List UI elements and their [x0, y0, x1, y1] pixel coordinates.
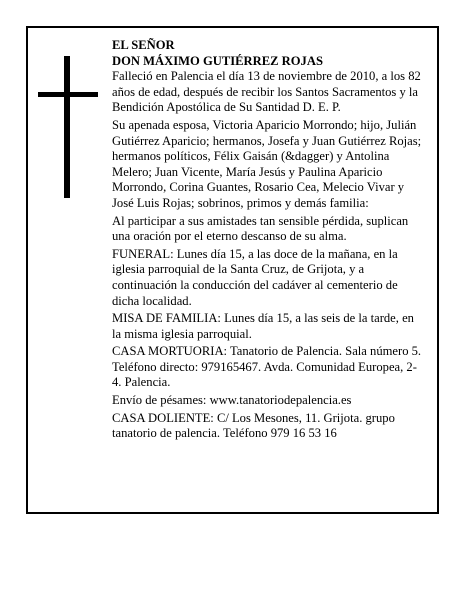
cross-vertical-bar: [64, 56, 70, 198]
condolences-info: Envío de pésames: www.tanatoriodepalencia.es: [112, 393, 352, 408]
mortuary-info: CASA MORTUORIA: Tanatorio de Palencia. Sala número 5. Teléfono directo: 979165467. Avda. Comunidad Europea, 2-4. Palencia.: [112, 344, 422, 390]
cross-icon: [38, 56, 98, 198]
family-home-info: CASA DOLIENTE: C/ Los Mesones, 11. Grijota. grupo tanatorio de palencia. Teléfono 979 16 53 16: [112, 410, 395, 441]
prayer-request: Al participar a sus amistades tan sensible pérdida, suplican una oración por el eterno descanso de su alma.: [112, 213, 409, 244]
family-list: Su apenada esposa, Victoria Aparicio Morrondo; hijo, Julián Gutiérrez Aparicio; hermanos, Josefa y Juan Gutiérrez Rojas; hermanos políticos, Félix Gaisán (&dagger) y Antolina Melero; Juan Vicente, María Jesús y Paulina Aparicio Morrondo, Corina Guantes, Rosario Cea, Melecio Vivar y José Luis Rojas; sobrinos, primos y demás familia:: [112, 117, 422, 210]
death-announcement: Falleció en Palencia el día 13 de noviembre de 2010, a los 82 años de edad, después de recibir los Santos Sacramentos y la Bendición Apostólica de Su Santidad D. E. P.: [112, 69, 421, 115]
cross-horizontal-bar: [38, 92, 98, 97]
obituary-text: [112, 38, 422, 444]
funeral-info: FUNERAL: Lunes día 15, a las doce de la mañana, en la iglesia parroquial de la Santa Cruz, de Grijota, y a continuación la conducción del cadáver al cementerio de dicha localidad.: [112, 246, 398, 308]
title-honorific: EL SEÑOR: [112, 38, 175, 52]
deceased-name: DON MÁXIMO GUTIÉRREZ ROJAS: [112, 53, 323, 68]
family-mass-info: MISA DE FAMILIA: Lunes día 15, a las seis de la tarde, en la misma iglesia parroquial.: [112, 311, 414, 341]
